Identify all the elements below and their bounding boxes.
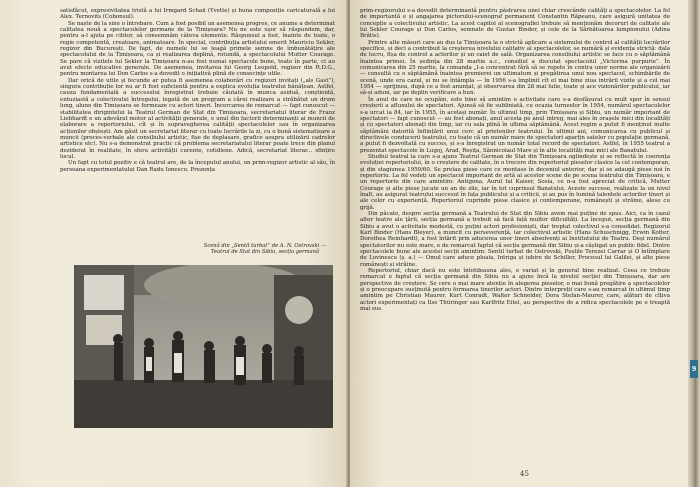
paragraph: satisfăcut, expresivitatea tristă a lui Irmgard Schaii (Yvette) și buna compoziție caricaturală a lui Alex. Ternovits (Cobonsul). bbox=[60, 8, 335, 21]
paragraph: Din păcate, despre secția germană a Teatrului de Stat din Sibiu avem mai puține de spus. Aici, ca în cazul altor teatre ale țării, secția germană a trebuit să facă față multor dificultăți. La început, secția germană din Sibiu a avut o activitate modestă, cu puțini actori profesioniști, dar treptat colectivul s-a consolidat. Regizorul Karl Binder (Hans Bleyer), a muncit cu perseverență, iar colectivul artistic (Hans Schuschnigg, Erwin Kotter, Dorothea Reinhardt), a fost întărit prin aducerea unor tineri absolvenți ai Institutului de Teatru. Deși numărul spectatorilor nu este mare, e de remarcat faptul că secția germană din Sibiu și-a câștigat un public fidel. Dintre spectacolele bune ale acestei secții amintim: Sentil turbat de Ostrovski, Pușlile Terezei Carrar și O întîmplare de Lovinescu (ș. a.) — Omul care aduce ploaia, Intriga și iubire de Schiller, Procesul lui Galilei, și alte piese românești și străine. bbox=[360, 211, 670, 268]
stage-scene-image bbox=[74, 265, 333, 428]
paragraph: Un fapt cu totul pozitiv e că teatrul are, de la începutul anului, un prim-regizor artistic al său, în persoana experimentatului Dan Radu Ionescu. Prezența bbox=[60, 160, 335, 173]
page-edges bbox=[688, 0, 700, 487]
edge-tab-marker: 9 bbox=[690, 360, 698, 378]
left-page bbox=[0, 0, 348, 487]
paragraph: Studiul teatral la care s-a ajuns Teatrul German de Stat din Timișoara oglindește și se reflectă în coerența evoluției repertoriului, în o creștere de calitate, în o trecere din repertoriul pieselor clasice la cel contemporan, și din stagiunea 1959/60. Se preiau piese care ce montase în deceniul anterior, dar și se adaugă piese noi în repertoriu. La fel vedeți un spectacol important de artă al acestor scene de pe scena teatrului din Timișoara, e un repertoriu din care amintim: Antigona, Aurul lui Kaiser, Sosia, ce n-a fost apreciat de critică, Mutter Courage și alte piese jucate un an de zile, iar în tot cuprinsul Banatului, Aceste succese, realizate la un nivel înalt, au asigurat teatrului succesul în fața publicului și a criticii, și au pus în lumină talentele actorilor tineri și ale celor cu experiență. Repertoriul cuprinde piese clasice și contemporane, românești și străine, alese cu grijă. bbox=[360, 153, 670, 211]
right-page bbox=[350, 0, 688, 487]
paragraph: prim-regizorului s-a dovedit determinantă pentru păstrarea unei chiar crescânde calități a spectacolelor. La fel de importantă e și angajarea pictorului-scenograf permanent Constantin Răpeanu, care asigură unitatea de concepție a colectivului artistic. La acest capitol al scenografiei trebuie să menționăm decoruri de calitate ale lui Sekler Courage și Don Carlos, semnate de Gustav Binder, și cele de la Sărbătoarea lampionului (Adina Brătis). bbox=[360, 8, 670, 40]
paragraph: Se naște de la sine o întrebare. Cum a fost posibil un asemenea progres, ce anume a determinat calitatea nouă a spectacolelor germane de la Timișoara? Nu ne este ușor să răspundem, dar, pentru a-l ajuta pe cititor, să consemnăm câteva elemente. Răspunsul a fost, înainte de toate, o regie competentă, creatoare, animatoare. În special, contribuția artistului emerit Mauriciu Sekler, regizor din București. De fapt, de numele lui se leagă primele semne de îmbunătățire ale spectacolului de la Timișoara, ca și realizarea deplină, rotundă, a spectacolului Mutter Courage. Se pare că vizitele lui Sekler la Timișoara n-au fost numai spectacole bune, toate în parte, ci au avut efecte educative generale. De asemenea, invitarea lui Georg Leopold, regizor din R.D.G., pentru montarea lui Don Carlos s-a dovedit o inițiativă plină de consecințe utile. bbox=[60, 20, 335, 78]
paragraph: Dar orică de utile și fecunde ar putea fi asemenea colaborări cu regizori invitați („als Gast”), singura contribuție lor nu ar fi fost suficientă pentru a explica evoluția teatrului bănățean. Astfel, cauza fundamentală a succesului înregistrat trebuie căutată în munca asiduă, conștientă, entuziastă a colectivului întregului, legată de un program a cărei realizare a străbătut un drum lung, aluno din Timișoara se formeaze cu actori tineri. Încercarea de remarcat — fapt cunoscut — stabilitatea dirigintelui la Teatrul German de Stat din Timișoara, secretariatul literar de Franz Liebhardt e un adevărat motor al activității generale, e unul din factorii determinanți ai muncii de elaborare a repertoriului, cît și în supravegherea calității spectacolelor sau în organizarea acțiunilor obștești. Am găsit un secretariat literar cu toate lucrările la zi, cu o bună sistematizare a muncii (proces-verbale ale consiliului artistic, fișe de deplasare, grafice asupra utilizării cadrelor artistice etc). Nu s-a demonstrat practic că problema secretariatului literar poate trece din planul deziderat în realitate, în sfera activității curente, cotidiene. Adică, secretariat literar... sfințire locul. bbox=[60, 77, 335, 160]
left-page-text bbox=[60, 8, 335, 173]
paragraph: În anul de care ne ocupăm, este bine să amintim o activitate care s-a desfășurat cu mult spor în sensul creșterii a afluxului de spectatori. Ajunsă să fie subliniată, cu ocazia turneelor în 1954, numărul spectacolelor s-a urcat la 84, iar în 1955, în același număr. În ultimul timp, prin Timișoara și Sibiu, un număr important de spectatori — fapt cunoscut — au fost abonați, anul acesta pe anul intreg, mai ales în orașele mici din localități și cu spectatori abonați din timp, iar cu sala plină în ultima săptămână. Acest regim a putut fi menținut multe săptămâni datorită înființării unui cerc al prietenilor teatrului. În ultimii ani, comunicarea cu publicul și directivele conducerii teatrului, cu toate că un număr mare de spectatori aparțin satelor cu populație germană, a putut fi dezvoltată cu succes, și s-a înregistrat un număr total record de spectatori. Astfel, în 1955 teatrul a prezentat spectacole în Lugoj, Arad, Reșița, Sânnicolaul Mare și în alte localități mai mici ale Banatului. bbox=[360, 96, 670, 154]
stage-photograph bbox=[74, 265, 333, 428]
page-number: 45 bbox=[520, 470, 529, 478]
paragraph: Printre alte măsuri care au dus la Timișoara la o strictă aplicare a sistemului de control al calității lucrărilor specifice, și deci a contribuit la creșterea nivelului calitativ al spectacolelor, se numără și evidența strictă: dala de lucru, fișa de control a actorilor și un caiet de sală. Organizarea consiliului artistic se face cu o săptămână înaintea primei. În ședința din 28 martie a.c., consiliul a discutat spectacolul „Victorina purpurie”. În comunicarea din 25 martie, la comanda „I-a concentrat fără să se repete în contra unor norme ale organizării — consultă cu o săptămână înaintea premierei un ultimatum și pregătirea unui nou spectacol, schimbările de scenă, unde era cazul, și nu se întâmpla — în 1956 s-a împlinit cît el mai bine ziua intrării vizite și a cel mai 1954 — sprijinea, după ce a fost anunțat, și observarea din 28 mai lulie, toate și ace vizionărilor publicului, iar să-și aduni, iar pe deplin verificare a bun. bbox=[360, 39, 670, 97]
paragraph: Repertoriul, chiar dacă nu este întotdeauna ales, e variat și în general bine realizat. Ceea ce trebuie remarcat e faptul că secția germană din Sibiu nu a ajuns încă la nivelul secției din Timișoara, dar are perspective de creștere. Se cere o mai mare atenție în alegerea pieselor, o mai bună pregătire a spectacolelor și o preocupare susținută pentru formarea tinerilor actori. Dintre interpreții care s-au remarcat în ultimul timp amintim pe Christian Maurer, Kurt Conradt, Walter Schneider, Dora Stefan-Maurer, care, alături de cîțiva actori experimentați ca Ilse Thüringer sau Karlfritz Eitel, au perspective de a ridica spectacolele pe o treaptă mai sus. bbox=[360, 268, 670, 313]
right-page-text bbox=[360, 8, 670, 313]
photo-caption: Scenă din „Sentil turbat” de A. N. Ostrovski — Teatrul de Stat din Sibiu, secția germană bbox=[203, 243, 327, 256]
